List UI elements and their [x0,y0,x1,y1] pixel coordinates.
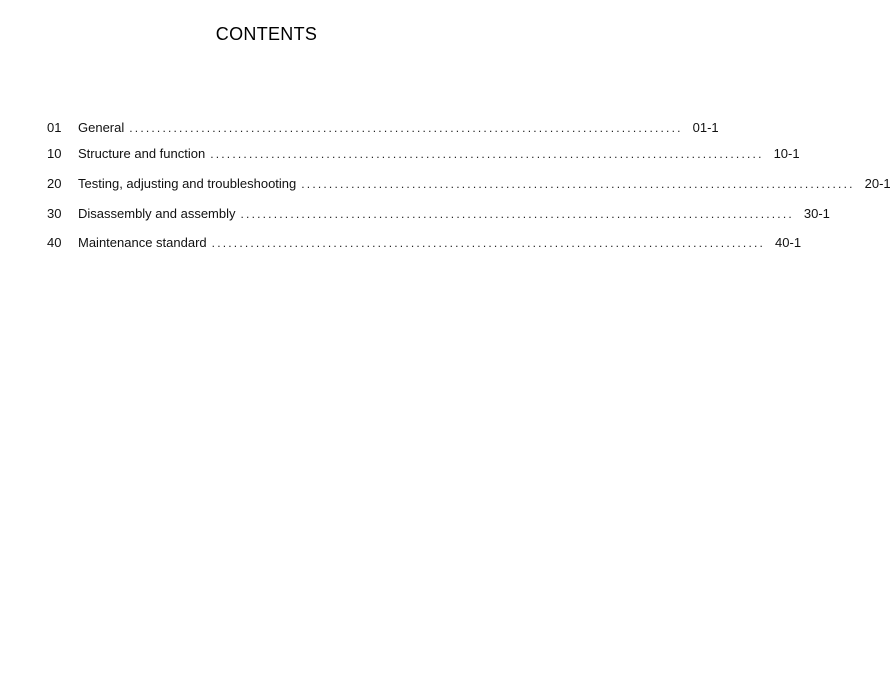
dot-leader: .................................................................................................... [240,207,794,221]
toc-entry-label: Disassembly and assembly [78,206,236,221]
toc-entry-maintenance-standard[interactable] [47,235,802,253]
toc-entry-page: 01-1 [692,120,719,135]
toc-entry-label: General [78,120,125,135]
toc-entry-general[interactable] [47,120,719,138]
toc-entry-label: Testing, adjusting and troubleshooting [78,176,297,191]
toc-entry-label: Structure and function [78,146,206,161]
dot-leader: .................................................................................................... [211,236,766,250]
toc-entry-page: 30-1 [803,206,830,221]
toc-entry-number: 40 [47,235,62,250]
toc-entry-number: 30 [47,206,62,221]
toc-entry-label: Maintenance standard [78,235,207,250]
dot-leader: .................................................................................................... [210,147,764,161]
toc-entry-page: 20-1 [864,176,891,191]
page-title: CONTENTS [215,24,318,44]
toc-entry-number: 20 [47,176,62,191]
toc-entry-testing-adjusting-troubleshooting[interactable] [47,176,891,194]
toc-entry-disassembly-and-assembly[interactable] [47,206,830,224]
toc-entry-number: 01 [47,120,62,135]
toc-entry-page: 10-1 [773,146,800,161]
dot-leader: .................................................................................................... [129,121,683,135]
toc-entry-page: 40-1 [775,235,802,250]
toc-entry-structure-and-function[interactable] [47,146,800,164]
dot-leader: .................................................................................................... [301,177,855,191]
toc-entry-number: 10 [47,146,62,161]
